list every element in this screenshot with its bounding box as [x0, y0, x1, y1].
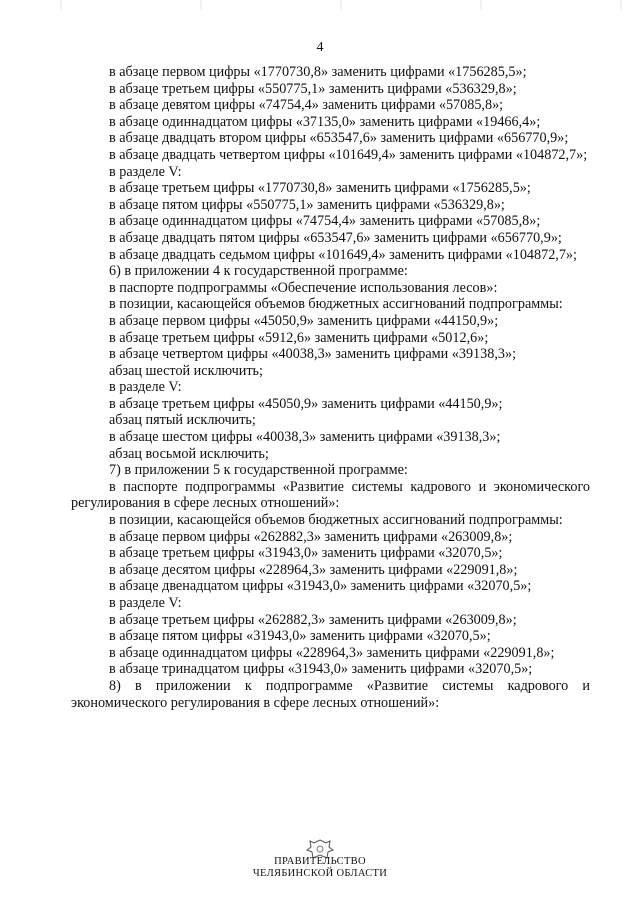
paragraph: в абзаце первом цифры «1770730,8» заменить цифрами «1756285,5»; [109, 64, 527, 80]
paragraph: в абзаце третьем цифры «1770730,8» заменить цифрами «1756285,5»; [109, 180, 531, 197]
paragraph: 7) в приложении 5 к государственной программе: [109, 462, 408, 479]
document-body [71, 64, 590, 711]
paragraph: абзац шестой исключить; [109, 362, 263, 379]
page-number: 4 [316, 40, 324, 55]
footer-line-2: ЧЕЛЯБИНСКОЙ ОБЛАСТИ [252, 868, 388, 879]
paragraph: в абзаце третьем цифры «262882,3» заменить цифрами «263009,8»; [109, 611, 517, 628]
paragraph: в разделе V: [109, 595, 182, 611]
paragraph: в абзаце первом цифры «262882,3» заменить цифрами «263009,8»; [109, 528, 513, 545]
paragraph: в абзаце первом цифры «45050,9» заменить цифрами «44150,9»; [109, 312, 499, 329]
paragraph: в паспорте подпрограммы «Обеспечение использования лесов»: [109, 279, 498, 296]
paragraph: в абзаце двадцать четвертом цифры «101649,4» заменить цифрами «104872,7»; [109, 146, 588, 163]
paragraph: в разделе V: [109, 163, 182, 180]
paragraph: в абзаце двадцать седьмом цифры «101649,4» заменить цифрами «104872,7»; [109, 246, 577, 263]
paragraph: в абзаце шестом цифры «40038,3» заменить цифрами «39138,3»; [109, 429, 501, 446]
footer-stamp [0, 856, 640, 880]
paragraph: в абзаце одиннадцатом цифры «74754,4» заменить цифрами «57085,8»; [109, 213, 541, 230]
paragraph: в абзаце двадцать втором цифры «653547,6» заменить цифрами «656770,9»; [109, 130, 569, 147]
paragraph: 8) в приложении к подпрограмме «Развитие системы кадрового и экономического регулирования в сфере лесных отношений»: [71, 677, 590, 711]
paragraph: в абзаце двенадцатом цифры «31943,0» заменить цифрами «32070,5»; [109, 578, 532, 595]
paragraph: в абзаце двадцать пятом цифры «653547,6» заменить цифрами «656770,9»; [109, 229, 562, 246]
paragraph: в абзаце одиннадцатом цифры «228964,3» заменить цифрами «229091,8»; [109, 644, 555, 661]
paragraph: в абзаце десятом цифры «228964,3» заменить цифрами «229091,8»; [109, 561, 518, 578]
paragraph: абзац пятый исключить; [109, 412, 256, 429]
paragraph: абзац восьмой исключить; [109, 445, 269, 462]
paragraph: в абзаце тринадцатом цифры «31943,0» заменить цифрами «32070,5»; [109, 661, 533, 678]
paragraph: в абзаце пятом цифры «550775,1» заменить цифрами «536329,8»; [109, 196, 505, 213]
paragraph: в абзаце третьем цифры «31943,0» заменить цифрами «32070,5»; [109, 545, 503, 562]
paragraph: в абзаце третьем цифры «550775,1» заменить цифрами «536329,8»; [109, 80, 517, 97]
paragraph: в разделе V: [109, 379, 182, 396]
paragraph: в позиции, касающейся объемов бюджетных ассигнований подпрограммы: [109, 512, 563, 529]
paragraph: в абзаце пятом цифры «31943,0» заменить цифрами «32070,5»; [109, 628, 491, 645]
paragraph: в паспорте подпрограммы «Развитие системы кадрового и экономического регулирования в сфере лесных отношений»: [71, 478, 590, 512]
paragraph: в позиции, касающейся объемов бюджетных ассигнований подпрограммы: [109, 296, 563, 313]
paragraph: в абзаце третьем цифры «45050,9» заменить цифрами «44150,9»; [109, 395, 503, 412]
footer-line-1: ПРАВИТЕЛЬСТВО [274, 856, 366, 867]
paragraph: 6) в приложении 4 к государственной программе: [109, 263, 408, 280]
paragraph: в абзаце третьем цифры «5912,6» заменить цифрами «5012,6»; [109, 329, 489, 346]
paragraph: в абзаце одиннадцатом цифры «37135,0» заменить цифрами «19466,4»; [109, 113, 541, 130]
paragraph: в абзаце четвертом цифры «40038,3» заменить цифрами «39138,3»; [109, 346, 517, 363]
scan-artifact [0, 0, 640, 10]
paragraph: в абзаце девятом цифры «74754,4» заменить цифрами «57085,8»; [109, 97, 504, 114]
